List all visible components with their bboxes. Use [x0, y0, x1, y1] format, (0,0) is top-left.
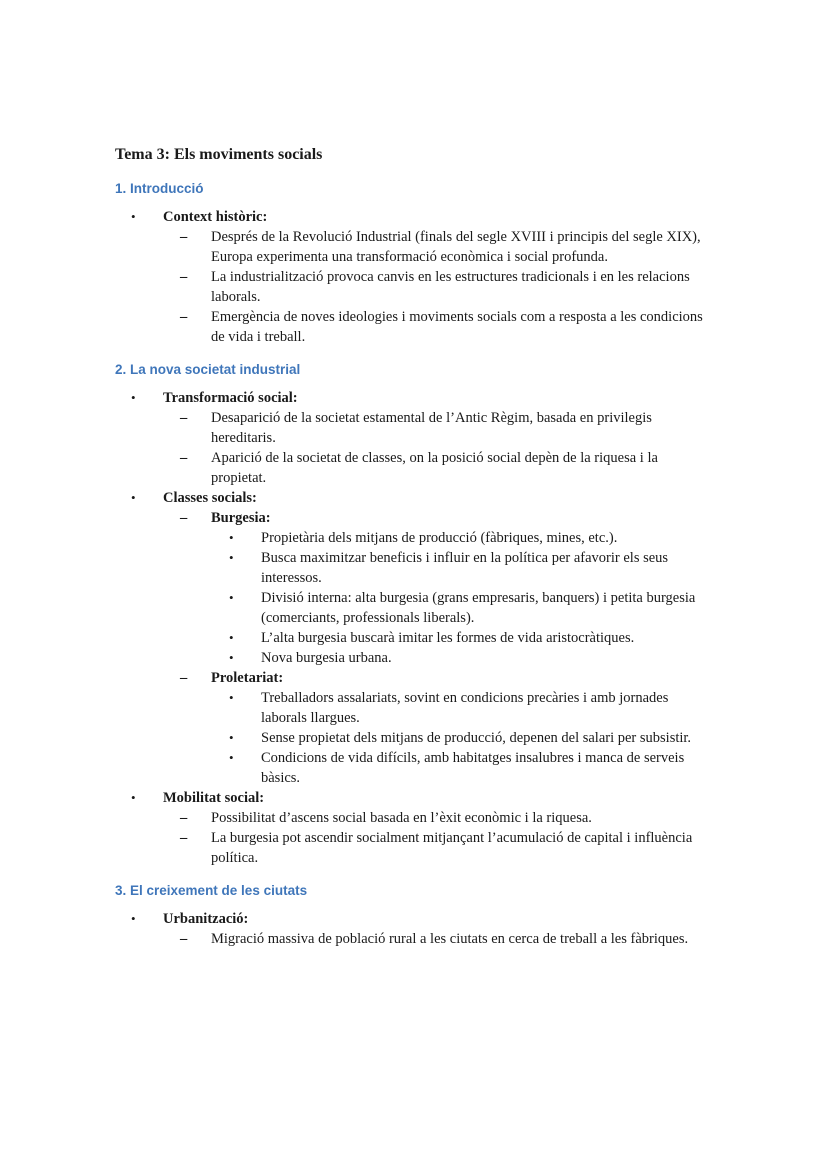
list-item: [115, 528, 713, 548]
bullet-icon: •: [229, 630, 234, 645]
item-text: Propietària dels mitjans de producció (fàbriques, mines, etc.).: [261, 530, 618, 546]
dash-icon: –: [180, 510, 188, 526]
item-text: Possibilitat d’ascens social basada en l’èxit econòmic i la riquesa.: [211, 810, 592, 826]
list-item: [115, 307, 713, 347]
dash-icon: –: [180, 269, 188, 285]
item-text: Sense propietat dels mitjans de producció, depenen del salari per subsistir.: [261, 730, 692, 746]
item-text: Aparició de la societat de classes, on la posició social depèn de la riquesa i la propietat.: [211, 450, 658, 486]
list-item: [115, 207, 713, 227]
list-item: [115, 668, 713, 688]
item-text: Després de la Revolució Industrial (finals del segle XVIII i principis del segle XIX), Europa experimenta una transformació econòmica i social profunda.: [211, 229, 701, 265]
list-item: [115, 728, 713, 748]
list-item: [115, 828, 713, 868]
bullet-icon: •: [229, 590, 234, 605]
section-heading-1: 1. Introducció: [115, 181, 204, 196]
dash-icon: –: [180, 830, 188, 846]
dash-icon: –: [180, 450, 188, 466]
item-text: L’alta burgesia buscarà imitar les formes de vida aristocràtiques.: [261, 630, 635, 646]
list-item: [115, 548, 713, 588]
section-heading-3: 3. El creixement de les ciutats: [115, 883, 308, 898]
section-heading-2: 2. La nova societat industrial: [115, 362, 301, 377]
item-label: Proletariat:: [211, 670, 284, 686]
item-text: La burgesia pot ascendir socialment mitjançant l’acumulació de capital i influència política.: [211, 830, 693, 866]
bullet-icon: •: [131, 390, 136, 405]
list-item: [115, 588, 713, 628]
dash-icon: –: [180, 810, 188, 826]
item-text: Emergència de noves ideologies i moviments socials com a resposta a les condicions de vida i treball.: [211, 309, 703, 345]
dash-icon: –: [180, 931, 188, 947]
list-item: [115, 688, 713, 728]
bullet-icon: •: [131, 911, 136, 926]
item-text: Busca maximitzar beneficis i influir en la política per afavorir els seus interessos.: [261, 550, 669, 586]
bullet-icon: •: [229, 530, 234, 545]
list-item: [115, 508, 713, 528]
bullet-icon: •: [229, 750, 234, 765]
document-title: Tema 3: Els moviments socials: [115, 146, 323, 163]
list-item: [115, 488, 713, 508]
item-label: Burgesia:: [211, 510, 271, 526]
item-text: Treballadors assalariats, sovint en condicions precàries i amb jornades laborals llargues.: [261, 690, 669, 726]
item-text: Divisió interna: alta burgesia (grans empresaris, banquers) i petita burgesia (comerciants, professionals liberals).: [261, 590, 696, 626]
dash-icon: –: [180, 670, 188, 686]
bullet-icon: •: [229, 650, 234, 665]
bullet-icon: •: [229, 550, 234, 565]
list-item: [115, 788, 713, 808]
item-label: Urbanització:: [163, 911, 249, 927]
list-item: [115, 267, 713, 307]
bullet-icon: •: [229, 690, 234, 705]
bullet-icon: •: [131, 490, 136, 505]
item-label: Classes socials:: [163, 490, 257, 506]
list-item: [115, 748, 713, 788]
item-label: Context històric:: [163, 209, 268, 225]
bullet-icon: •: [229, 730, 234, 745]
list-item: [115, 929, 713, 949]
item-label: Mobilitat social:: [163, 790, 265, 806]
list-item: [115, 388, 713, 408]
list-item: [115, 909, 713, 929]
list-item: [115, 408, 713, 448]
dash-icon: –: [180, 309, 188, 325]
list-item: [115, 808, 713, 828]
item-text: Nova burgesia urbana.: [261, 650, 392, 666]
item-label: Transformació social:: [163, 390, 298, 406]
item-text: Desaparició de la societat estamental de l’Antic Règim, basada en privilegis hereditaris.: [211, 410, 652, 446]
dash-icon: –: [180, 410, 188, 426]
item-text: Condicions de vida difícils, amb habitatges insalubres i manca de serveis bàsics.: [261, 750, 685, 786]
item-text: La industrialització provoca canvis en les estructures tradicionals i en les relacions laborals.: [211, 269, 690, 305]
bullet-icon: •: [131, 209, 136, 224]
list-item: [115, 227, 713, 267]
list-item: [115, 448, 713, 488]
item-text: Migració massiva de població rural a les ciutats en cerca de treball a les fàbriques.: [211, 931, 689, 947]
list-item: [115, 648, 713, 668]
list-item: [115, 628, 713, 648]
dash-icon: –: [180, 229, 188, 245]
bullet-icon: •: [131, 790, 136, 805]
